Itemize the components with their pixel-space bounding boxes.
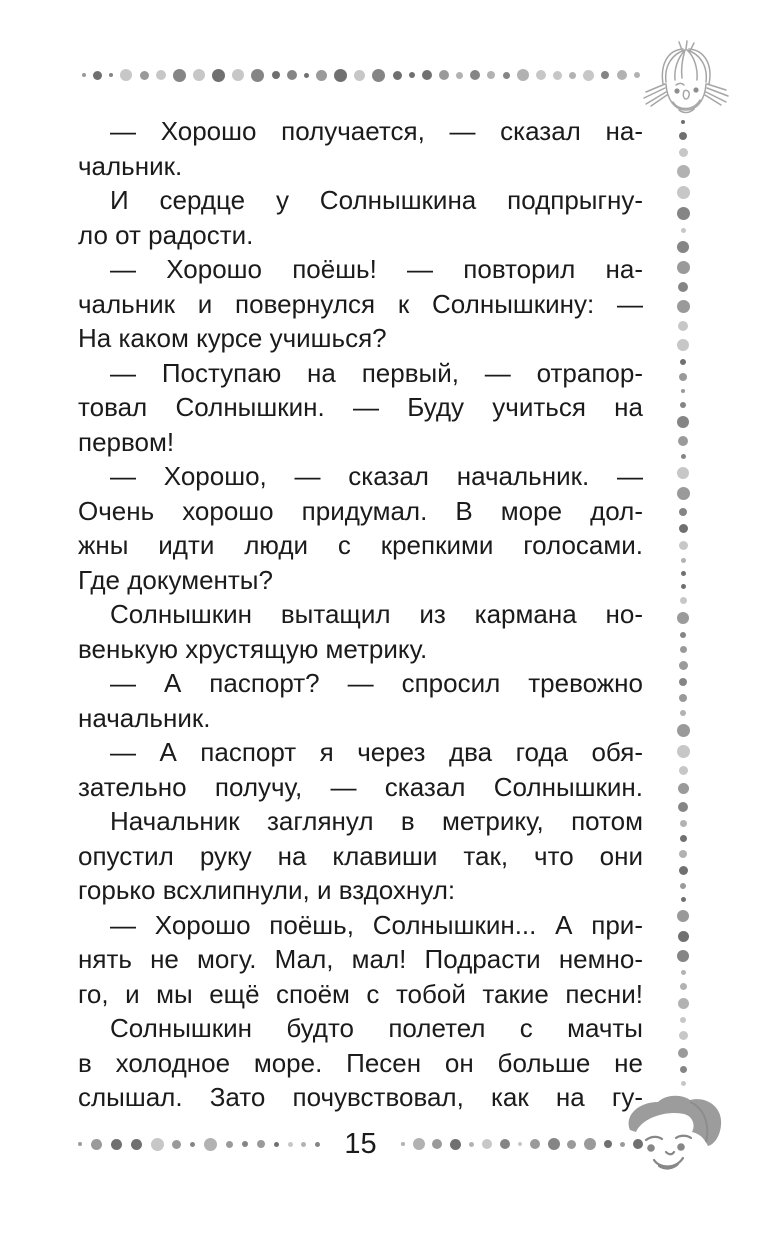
- decorative-dot: [679, 850, 687, 858]
- text-line: чальник и повернулся к Солнышкину: —: [78, 288, 643, 319]
- decorative-dot: [500, 1139, 510, 1149]
- decorative-dot: [413, 1138, 425, 1150]
- decorative-dot: [78, 1142, 82, 1146]
- decorative-dot: [422, 70, 432, 80]
- decorative-dot: [679, 866, 688, 875]
- decorative-dot: [287, 70, 297, 80]
- decorative-dot: [401, 1142, 405, 1146]
- decorative-dot: [316, 70, 327, 81]
- decorative-dot: [677, 261, 690, 274]
- text-line: Солнышкин вытащил из кармана но-: [110, 599, 643, 629]
- decorative-dot: [409, 72, 415, 78]
- decorative-dot: [604, 1140, 612, 1148]
- decorative-dot: [681, 897, 686, 902]
- decorative-dot: [120, 69, 132, 81]
- decorative-dot: [681, 228, 686, 233]
- text-line: горько всхлипнули, и вздохнул:: [78, 875, 456, 905]
- decorative-dot: [569, 72, 576, 79]
- decorative-dot: [679, 661, 688, 670]
- page-number: 15: [344, 1127, 377, 1160]
- text-line: товал Солнышкин. — Буду учиться на: [78, 392, 643, 422]
- decorative-dot: [680, 883, 686, 889]
- decorative-dot: [432, 1139, 442, 1149]
- text-line: Солнышкин будто полетел с мачты: [110, 1013, 643, 1043]
- text-line: начальник.: [78, 702, 211, 733]
- text-line: ло от радости.: [78, 219, 254, 250]
- decorative-dot: [681, 584, 686, 589]
- decorative-dot: [679, 508, 687, 516]
- decorative-dot: [548, 1138, 560, 1150]
- decorative-dot: [677, 186, 690, 199]
- text-line: в холодное море. Песен он больше не: [78, 1047, 643, 1078]
- decorative-dot: [677, 612, 689, 624]
- decorative-dot: [679, 524, 688, 533]
- decorative-dot: [677, 339, 689, 351]
- decorative-dot: [677, 416, 689, 428]
- right-dotted-border: [674, 120, 692, 1086]
- decorative-dot: [680, 359, 686, 365]
- decorative-dot: [583, 70, 594, 81]
- decorative-dot: [677, 724, 690, 737]
- decorative-dot: [681, 389, 685, 393]
- decorative-dot: [680, 820, 687, 827]
- decorative-dot: [678, 1048, 688, 1058]
- text-line: — Хорошо поёшь! — повторил на-: [110, 254, 643, 284]
- text-line: слышал. Зато почувствовал, как на гу-: [78, 1082, 643, 1112]
- decorative-dot: [680, 632, 686, 638]
- decorative-dot: [680, 1066, 687, 1073]
- decorative-dot: [93, 71, 102, 80]
- decorative-dot: [257, 1140, 265, 1148]
- decorative-dot: [487, 71, 495, 79]
- text-block: [78, 114, 643, 1115]
- decorative-dot: [334, 69, 347, 82]
- decorative-dot: [173, 69, 186, 82]
- decorative-dot: [681, 1081, 686, 1086]
- text-line: Очень хорошо придумал. В море дол-: [78, 495, 643, 526]
- text-line: нять не могу. Мал, мал! Подрасти немно-: [78, 944, 643, 974]
- text-line: зательно получу, — сказал Солнышкин.: [78, 771, 643, 802]
- decorative-dot: [503, 72, 510, 79]
- decorative-dot: [677, 745, 690, 758]
- decorative-dot: [681, 454, 686, 459]
- decorative-dot: [680, 646, 687, 653]
- text-line: — Хорошо, — сказал начальник. —: [110, 461, 643, 491]
- decorative-dot: [393, 71, 402, 80]
- text-line: чальник.: [78, 150, 183, 181]
- decorative-dot: [82, 73, 86, 77]
- decorative-dot: [584, 1138, 596, 1150]
- decorative-dot: [274, 1142, 279, 1147]
- decorative-dot: [193, 69, 205, 81]
- decorative-dot: [677, 910, 689, 922]
- decorative-dot: [372, 69, 385, 82]
- decorative-dot: [679, 373, 687, 381]
- girl-face-illustration: [636, 40, 736, 132]
- text-line: венькую хрустящую метрику.: [78, 633, 428, 664]
- decorative-dot: [567, 1140, 576, 1149]
- page-footer: [78, 1124, 643, 1164]
- decorative-dot: [482, 1139, 492, 1149]
- text-line: опустил руку на клавиши так, что они: [78, 840, 643, 871]
- decorative-dot: [469, 1142, 474, 1147]
- decorative-dot: [288, 1142, 293, 1147]
- text-line: Где документы?: [78, 564, 273, 595]
- decorative-dot: [677, 950, 689, 962]
- decorative-dot: [111, 1139, 122, 1150]
- decorative-dot: [677, 165, 690, 178]
- decorative-dot: [677, 300, 690, 313]
- text-line: — А паспорт я через два года обя-: [110, 737, 643, 767]
- decorative-dot: [678, 321, 688, 331]
- decorative-dot: [226, 1141, 233, 1148]
- text-line: — Поступаю на первый, — отрапор-: [110, 357, 643, 388]
- decorative-dot: [536, 70, 546, 80]
- decorative-dot: [617, 70, 627, 80]
- decorative-dot: [678, 931, 689, 942]
- decorative-dot: [680, 710, 686, 716]
- decorative-dot: [518, 1142, 522, 1146]
- decorative-dot: [680, 597, 687, 604]
- decorative-dot: [679, 1031, 688, 1040]
- decorative-dot: [679, 132, 687, 140]
- decorative-dot: [354, 70, 365, 81]
- decorative-dot: [131, 1139, 142, 1150]
- decorative-dot: [439, 70, 449, 80]
- text-line: го, и мы ещё споём с тобой такие песни!: [78, 978, 643, 1009]
- decorative-dot: [678, 436, 688, 446]
- decorative-dot: [677, 487, 690, 500]
- decorative-dot: [272, 71, 280, 79]
- decorative-dot: [681, 558, 686, 563]
- decorative-dot: [456, 72, 463, 79]
- text-line: жны идти люди с крепкими голосами.: [78, 530, 643, 560]
- decorative-dot: [680, 1017, 686, 1023]
- decorative-dot: [242, 1141, 248, 1147]
- decorative-dot: [678, 802, 688, 812]
- decorative-dot: [677, 207, 690, 220]
- footer-dotted-border-right: [401, 1135, 643, 1153]
- decorative-dot: [470, 70, 480, 80]
- decorative-dot: [681, 970, 686, 975]
- text-line: первом!: [78, 426, 175, 457]
- decorative-dot: [681, 120, 685, 124]
- decorative-dot: [679, 694, 687, 702]
- decorative-dot: [301, 1142, 306, 1147]
- decorative-dot: [677, 467, 689, 479]
- decorative-dot: [204, 1138, 217, 1151]
- decorative-dot: [601, 71, 609, 79]
- decorative-dot: [212, 69, 225, 82]
- decorative-dot: [680, 835, 687, 842]
- text-line: — А паспорт? — спросил тревожно: [110, 668, 643, 698]
- decorative-dot: [151, 1138, 164, 1151]
- decorative-dot: [680, 402, 686, 408]
- decorative-dot: [679, 766, 688, 775]
- footer-dotted-border-left: [78, 1135, 320, 1153]
- decorative-dot: [681, 571, 686, 576]
- text-line: — Хорошо получается, — сказал на-: [110, 116, 643, 146]
- decorative-dot: [679, 148, 688, 157]
- decorative-dot: [530, 1139, 540, 1149]
- decorative-dot: [679, 678, 687, 686]
- header-dotted-border: [82, 66, 640, 84]
- decorative-dot: [450, 1139, 461, 1150]
- decorative-dot: [678, 783, 689, 794]
- decorative-dot: [172, 1140, 181, 1149]
- text-line: — Хорошо поёшь, Солнышкин... А при-: [110, 909, 643, 940]
- text-line: И сердце у Солнышкина подпрыгну-: [110, 185, 643, 215]
- decorative-dot: [190, 1142, 195, 1147]
- decorative-dot: [680, 983, 687, 990]
- text-line: На каком курсе учишься?: [78, 323, 387, 353]
- text-line: Начальник заглянул в метрику, потом: [110, 806, 643, 836]
- decorative-dot: [140, 71, 149, 80]
- boy-face-illustration: [620, 1090, 732, 1194]
- decorative-dot: [678, 282, 688, 292]
- decorative-dot: [304, 73, 309, 78]
- decorative-dot: [251, 69, 264, 82]
- decorative-dot: [232, 69, 244, 81]
- decorative-dot: [553, 71, 562, 80]
- decorative-dot: [109, 73, 113, 77]
- decorative-dot: [156, 70, 166, 80]
- decorative-dot: [517, 69, 529, 81]
- decorative-dot: [678, 998, 689, 1009]
- decorative-dot: [679, 541, 688, 550]
- decorative-dot: [315, 1142, 320, 1147]
- decorative-dot: [91, 1139, 102, 1150]
- decorative-dot: [677, 241, 689, 253]
